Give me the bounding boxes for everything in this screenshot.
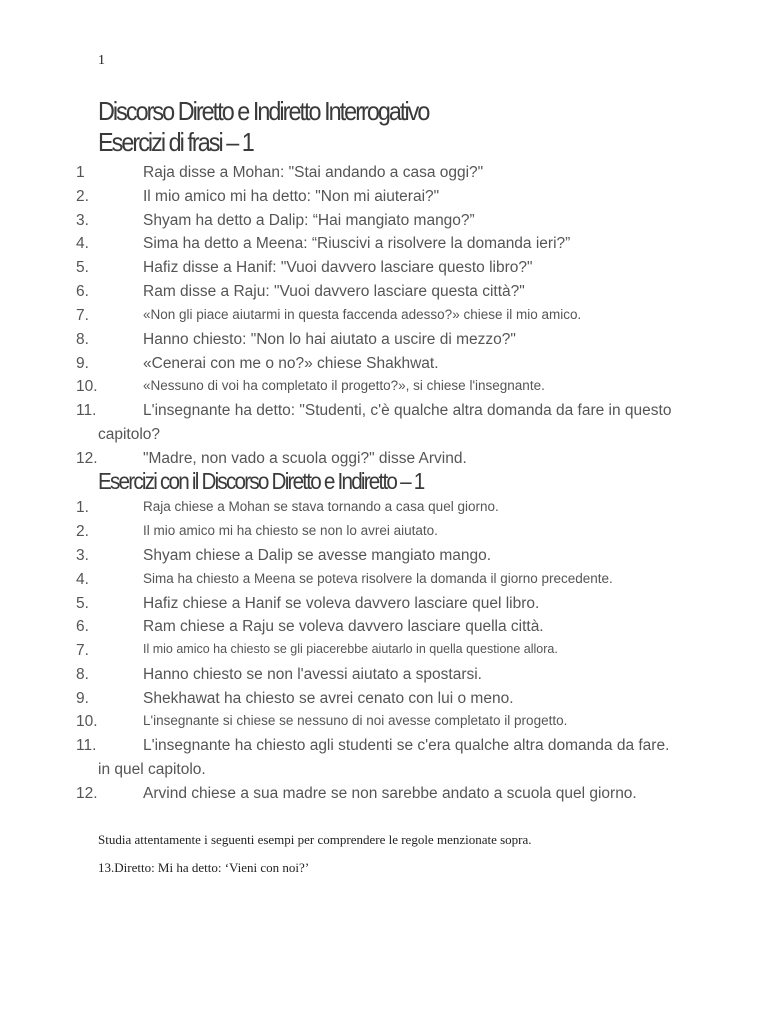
item-text: Hanno chiesto: "Non lo hai aiutato a uscire di mezzo?" — [143, 331, 516, 348]
page-subtitle: Esercizi di frasi – 1 — [98, 127, 253, 157]
item-text: «Non gli piace aiutarmi in questa faccenda adesso?» chiese il mio amico. — [143, 307, 582, 322]
item-number: 4. — [76, 571, 89, 588]
item-number: 1 — [76, 164, 85, 181]
item-text: L'insegnante ha detto: "Studenti, c'è qualche altra domanda da fare in questo — [143, 402, 672, 419]
item-text: Il mio amico ha chiesto se gli piacerebbe aiutarlo in quella questione allora. — [143, 642, 558, 656]
item-text: "Madre, non vado a scuola oggi?" disse Arvind. — [143, 450, 467, 467]
item-number: 5. — [76, 259, 89, 276]
item-number: 12. — [76, 785, 98, 802]
item-text: Hafiz chiese a Hanif se voleva davvero lasciare quel libro. — [143, 595, 540, 612]
item-number: 6. — [76, 618, 89, 635]
item-number: 6. — [76, 283, 89, 300]
item-text: «Cenerai con me o no?» chiese Shakhwat. — [143, 355, 439, 372]
item-number: 5. — [76, 595, 89, 612]
item-number: 3. — [76, 212, 89, 229]
item-number: 8. — [76, 666, 89, 683]
item-text-continuation: in quel capitolo. — [98, 761, 206, 778]
item-number: 11. — [76, 402, 97, 419]
item-text: Ram disse a Raju: "Vuoi davvero lasciare questa città?" — [143, 283, 525, 300]
item-text: Raja chiese a Mohan se stava tornando a casa quel giorno. — [143, 499, 499, 514]
section-2-heading: Esercizi con il Discorso Diretto e Indiretto – 1 — [98, 468, 424, 494]
item-number: 10. — [76, 378, 98, 395]
item-text: Il mio amico mi ha detto: "Non mi aiuterai?" — [143, 188, 440, 205]
item-number: 9. — [76, 690, 89, 707]
example-13: 13.Diretto: Mi ha detto: ‘Vieni con noi?’ — [98, 860, 310, 875]
item-text: Shekhawat ha chiesto se avrei cenato con lui o meno. — [143, 690, 514, 707]
item-number: 8. — [76, 331, 89, 348]
item-number: 11. — [76, 737, 97, 754]
item-text: Raja disse a Mohan: "Stai andando a casa oggi?" — [143, 164, 484, 181]
item-text: L'insegnante ha chiesto agli studenti se c'era qualche altra domanda da fare. — [143, 737, 670, 754]
item-number: 3. — [76, 547, 89, 564]
item-number: 4. — [76, 235, 89, 252]
item-number: 1. — [76, 499, 89, 516]
item-number: 2. — [76, 188, 89, 205]
item-text: «Nessuno di voi ha completato il progetto?», si chiese l'insegnante. — [143, 378, 545, 393]
item-text: Ram chiese a Raju se voleva davvero lasciare quella città. — [143, 618, 544, 635]
item-number: 12. — [76, 450, 98, 467]
item-number: 9. — [76, 355, 89, 372]
item-text-continuation: capitolo? — [98, 426, 161, 443]
item-text: Hafiz disse a Hanif: "Vuoi davvero lasciare questo libro?" — [143, 259, 533, 276]
item-text: Arvind chiese a sua madre se non sarebbe andato a scuola quel giorno. — [143, 785, 637, 802]
item-text: L'insegnante si chiese se nessuno di noi avesse completato il progetto. — [143, 713, 568, 728]
item-number: 10. — [76, 713, 98, 730]
page-number: 1 — [98, 53, 105, 68]
item-number: 2. — [76, 523, 89, 540]
item-text: Sima ha chiesto a Meena se poteva risolvere la domanda il giorno precedente. — [143, 571, 613, 586]
item-text: Hanno chiesto se non l'avessi aiutato a spostarsi. — [143, 666, 482, 683]
page-title: Discorso Diretto e Indiretto Interrogativo — [98, 96, 429, 126]
item-text: Sima ha detto a Meena: “Riuscivi a risolvere la domanda ieri?” — [143, 235, 571, 252]
item-number: 7. — [76, 642, 89, 659]
item-number: 7. — [76, 307, 89, 324]
item-text: Il mio amico mi ha chiesto se non lo avrei aiutato. — [143, 523, 438, 538]
study-note: Studia attentamente i seguenti esempi per comprendere le regole menzionate sopra. — [98, 832, 532, 847]
item-text: Shyam ha detto a Dalip: “Hai mangiato mango?” — [143, 212, 475, 229]
item-text: Shyam chiese a Dalip se avesse mangiato mango. — [143, 547, 492, 564]
